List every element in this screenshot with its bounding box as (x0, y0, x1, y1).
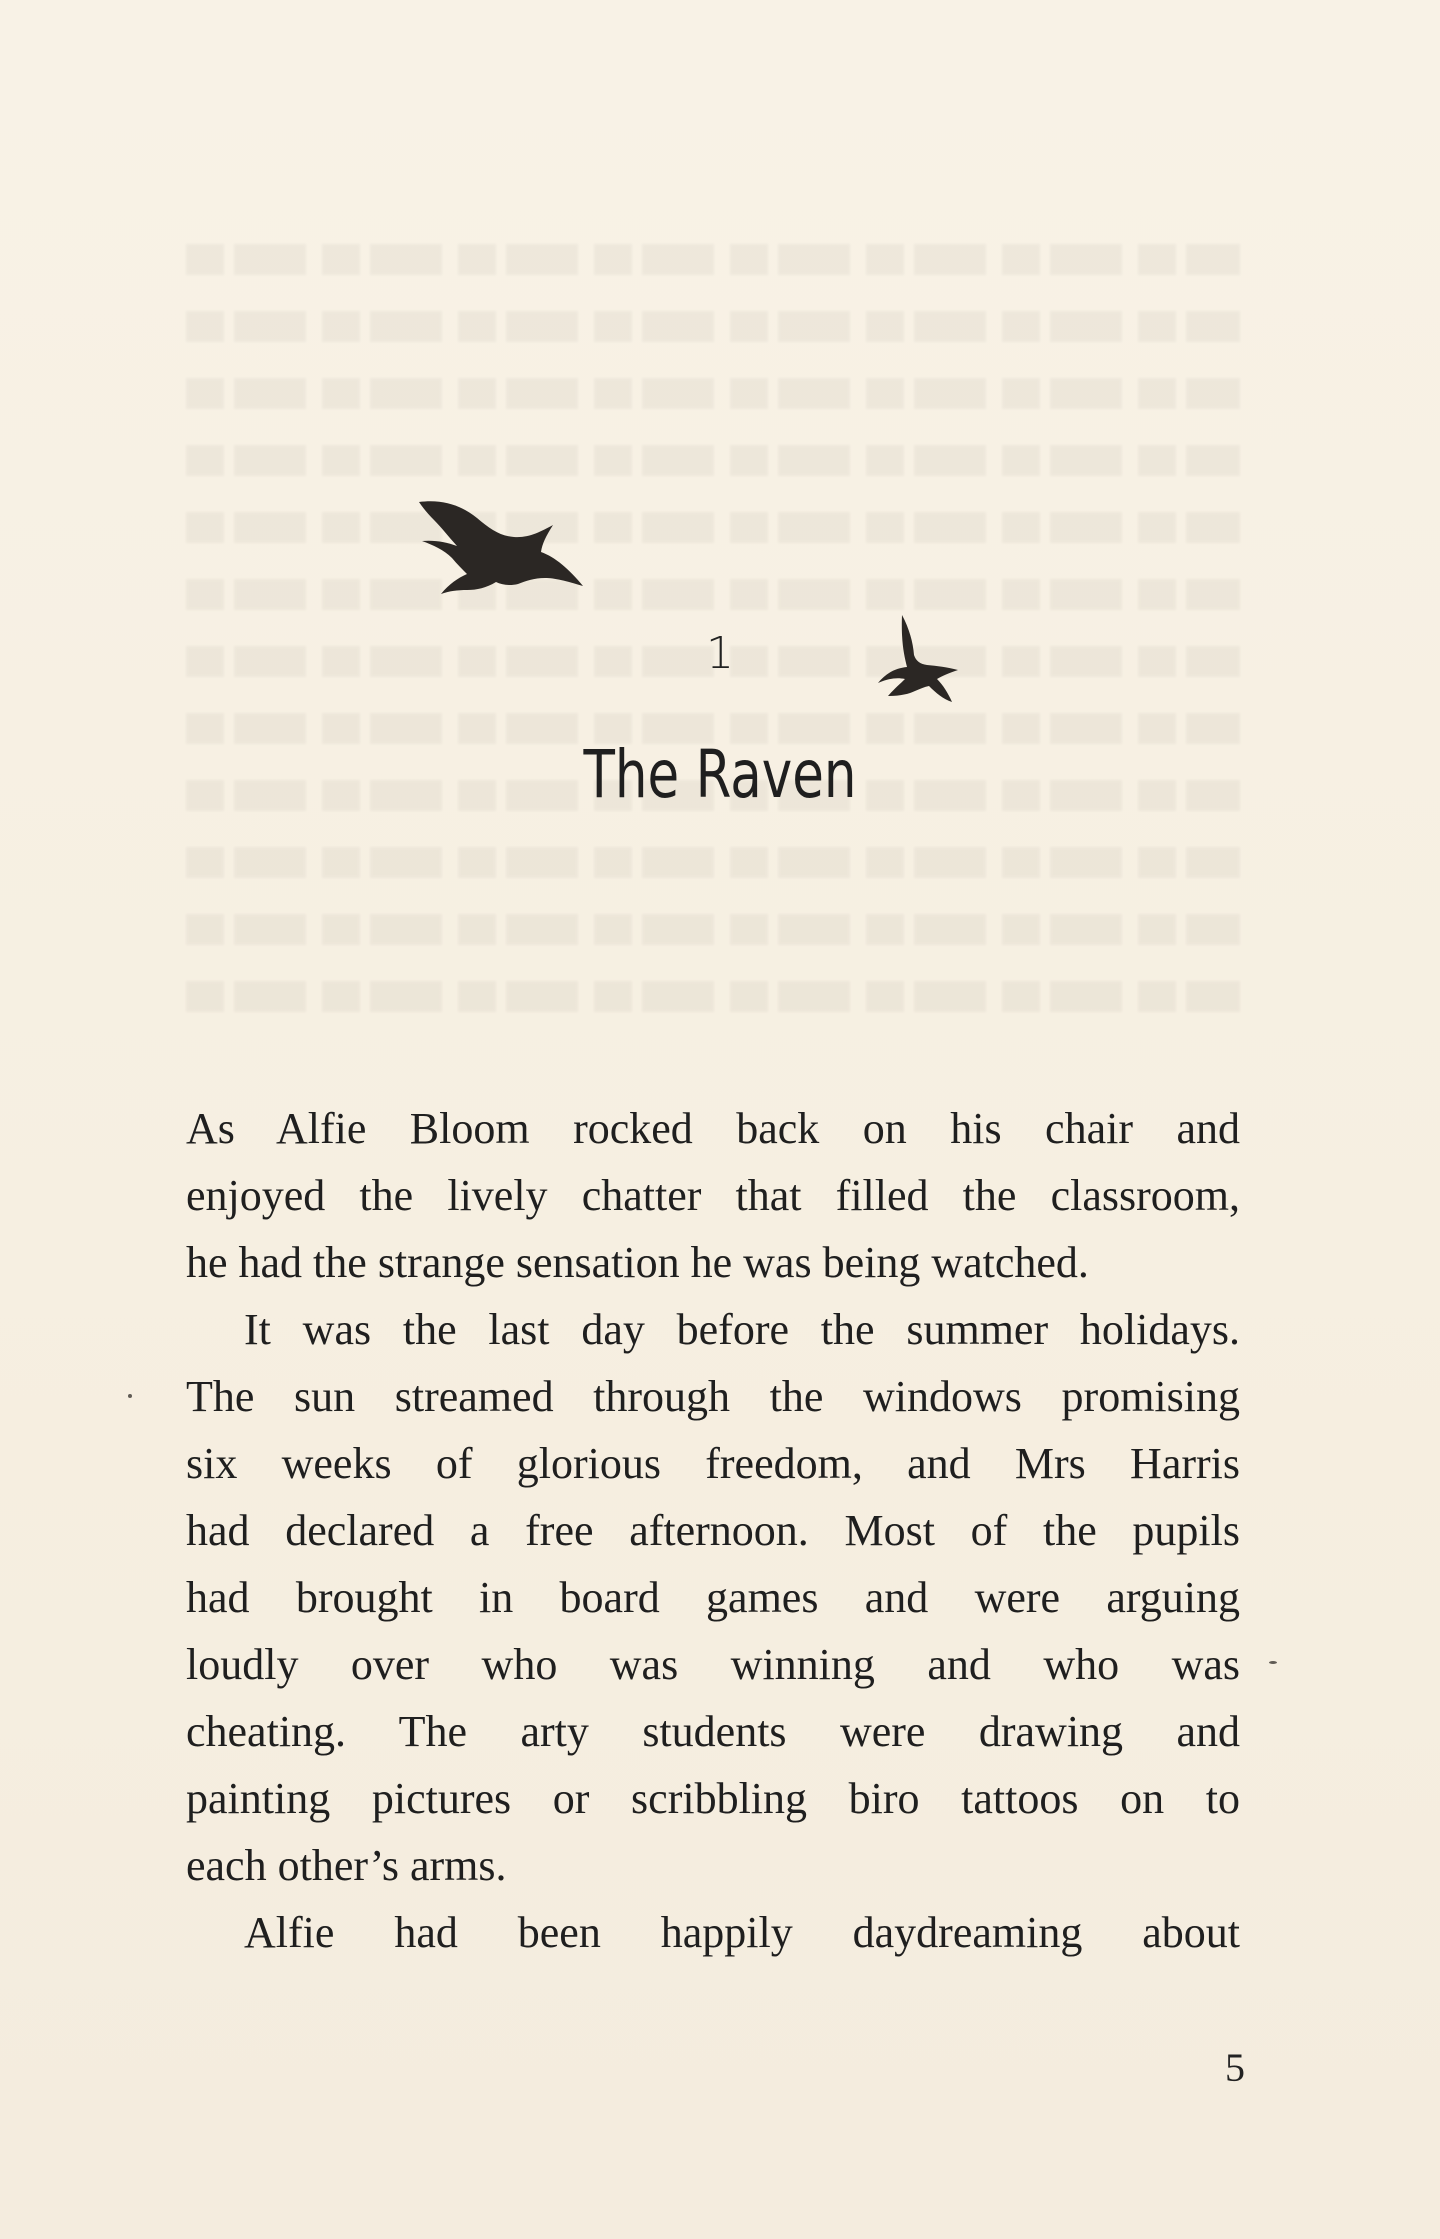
paragraph-2-line-3: six weeks of glorious freedom, and Mrs Harris (186, 1439, 1240, 1488)
large-raven-icon (410, 490, 590, 600)
chapter-number: 1 (706, 628, 734, 679)
page-number: 5 (1225, 2045, 1245, 2090)
paragraph-2-line-7: cheating. The arty students were drawing and (186, 1707, 1240, 1756)
paragraph-2-line-6: loudly over who was winning and who was (186, 1640, 1240, 1689)
small-raven-icon (876, 612, 962, 704)
paragraph-1-line-1: As Alfie Bloom rocked back on his chair and (186, 1104, 1240, 1153)
chapter-title: The Raven (583, 736, 857, 813)
paper-speck (1269, 1661, 1277, 1664)
paragraph-1-line-3: he had the strange sensation he was being watched. (186, 1238, 1089, 1287)
chapter-body-text (186, 1095, 1240, 1966)
paragraph-2-line-9: each other’s arms. (186, 1841, 507, 1890)
paper-speck (128, 1394, 132, 1398)
paragraph-2-line-8: painting pictures or scribbling biro tattoos on to (186, 1774, 1240, 1823)
paragraph-2-line-2: The sun streamed through the windows promising (186, 1372, 1240, 1421)
paragraph-2-line-5: had brought in board games and were arguing (186, 1573, 1240, 1622)
paragraph-2-line-4: had declared a free afternoon. Most of the pupils (186, 1506, 1240, 1555)
paragraph-2-line-1: It was the last day before the summer holidays. (244, 1305, 1240, 1354)
paragraph-1-line-2: enjoyed the lively chatter that filled the classroom, (186, 1171, 1240, 1220)
paragraph-3-line-1: Alfie had been happily daydreaming about (244, 1908, 1240, 1957)
